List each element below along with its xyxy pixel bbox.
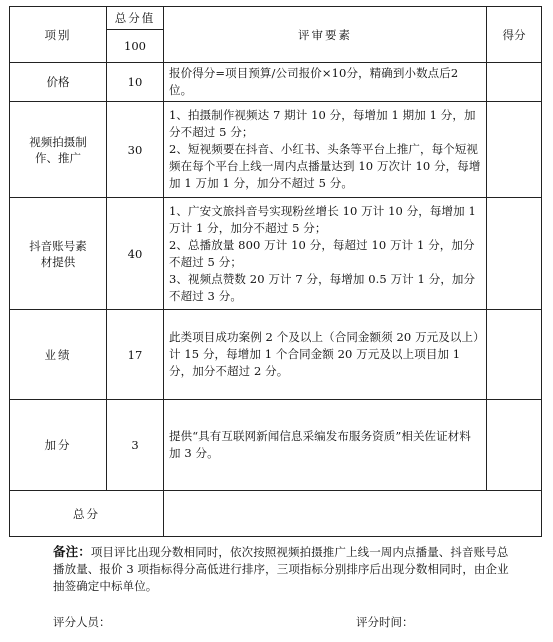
total-row	[10, 491, 542, 537]
row-name: 视频拍摄制作、推广	[10, 102, 107, 198]
signature-footer	[53, 614, 523, 630]
scoring-table	[9, 6, 542, 537]
total-label: 总分	[10, 491, 164, 537]
criteria-line: 提供“具有互联网新闻信息采编发布服务资质”相关佐证材料加 3 分。	[169, 429, 471, 460]
header-total-label: 总分值	[107, 7, 164, 30]
row-value: 10	[107, 63, 164, 102]
row-score-cell[interactable]	[487, 400, 542, 491]
row-criteria	[164, 400, 487, 491]
remark-text: 项目评比出现分数相同时，依次按照视频拍摄推广上线一周内点播量、抖音账号总播放量、报价 3 项指标得分高低进行排序，三项指标分别排序后出现分数相同时，由企业抽签确定中标单位。	[53, 545, 509, 593]
header-score: 得分	[487, 7, 542, 63]
table-row	[10, 400, 542, 491]
criteria-line: 1、广安文旅抖音号实现粉丝增长 10 万计 10 分，每增加 1 万计 1 分，加分不超过 5 分；	[169, 203, 476, 235]
criteria-line: 2、短视频要在抖音、小红书、头条等平台上推广，每个短视频在每个平台上线一周内点播量达到 10 万次计 10 分，每增加 1 万加 1 分，加分不超过 5 分。	[169, 142, 481, 190]
criteria-line: 报价得分=项目预算/公司报价×10分，精确到小数点后2位。	[169, 66, 459, 97]
table-row	[10, 310, 542, 400]
reviewer-label: 评分人员：	[53, 615, 111, 629]
row-score-cell[interactable]	[487, 102, 542, 198]
table-row	[10, 102, 542, 198]
row-criteria	[164, 63, 487, 102]
header-item: 项别	[10, 7, 107, 63]
remark-label: 备注：	[53, 544, 91, 559]
row-criteria	[164, 102, 487, 198]
row-score-cell[interactable]	[487, 63, 542, 102]
row-value: 40	[107, 198, 164, 310]
row-name: 价格	[10, 63, 107, 102]
criteria-line: 2、总播放量 800 万计 10 分，每超过 10 万计 1 分，加分不超过 5 分；	[169, 237, 475, 269]
header-total-value: 100	[107, 30, 164, 63]
review-time-label: 评分时间：	[356, 615, 414, 629]
total-score-cell[interactable]	[164, 491, 542, 537]
criteria-line: 1、拍摄制作视频达 7 期计 10 分，每增加 1 期加 1 分，加分不超过 5 分；	[169, 108, 476, 139]
table-row	[10, 63, 542, 102]
row-name: 抖音账号素材提供	[10, 198, 107, 310]
row-score-cell[interactable]	[487, 198, 542, 310]
row-criteria	[164, 310, 487, 400]
row-value: 3	[107, 400, 164, 491]
row-value: 30	[107, 102, 164, 198]
table-row	[10, 198, 542, 310]
row-criteria	[164, 198, 487, 310]
row-value: 17	[107, 310, 164, 400]
row-name: 加分	[10, 400, 107, 491]
remark	[53, 543, 515, 595]
criteria-line: 此类项目成功案例 2 个及以上（合同金额须 20 万元及以上）计 15 分，每增加 1 个合同金额 20 万元及以上项目加 1 分，加分不超过 2 分。	[169, 330, 479, 378]
row-score-cell[interactable]	[487, 310, 542, 400]
criteria-line: 3、视频点赞数 20 万计 7 分，每增加 0.5 万计 1 分，加分不超过 3 分。	[169, 271, 476, 303]
row-name: 业绩	[10, 310, 107, 400]
header-criteria: 评审要素	[164, 7, 487, 63]
